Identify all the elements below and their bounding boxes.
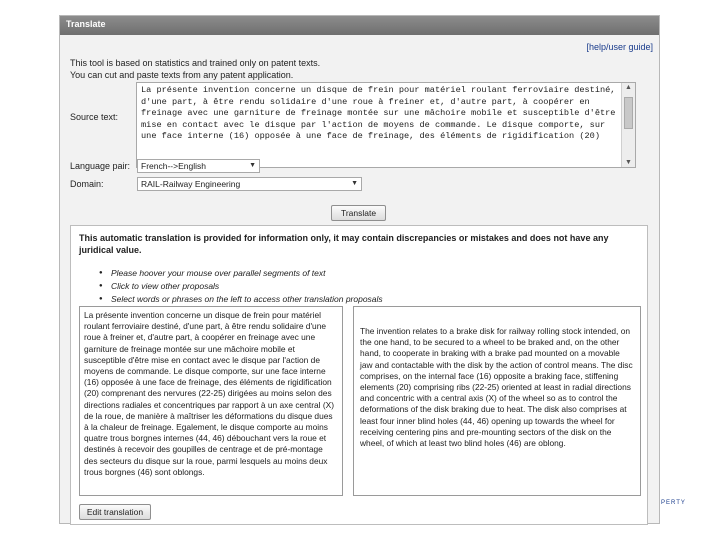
- tips-list: [99, 267, 383, 306]
- tip-item: ● Click to view other proposals: [99, 280, 383, 293]
- translate-button[interactable]: Translate: [331, 205, 386, 221]
- source-text-label: Source text:: [70, 112, 119, 122]
- intro-line: This tool is based on statistics and trained only on patent texts.: [70, 58, 321, 68]
- tip-item: ● Select words or phrases on the left to access other translation proposals: [99, 293, 383, 306]
- panel-title: Translate: [66, 19, 106, 29]
- help-user-guide-link[interactable]: [help/user guide]: [586, 42, 653, 52]
- language-pair-value: French-->English: [141, 161, 206, 171]
- translated-text[interactable]: The invention relates to a brake disk for railway rolling stock intended, on the one hand, to be secured to a wheel to be braked and, on the other hand, to cooperate in braking with a brake pad mounted on a movable jaw and contactable with the disk by the action of control means. The disc comprises, on the internal face (16) opposite a braking face, stiffening elements (20) comprising ribs (22-25) oriented at least in radial directions and concentric with a central axis (X) of the wheel so as to control the deformations of the disk braking due to heat. The disk also comprises at least four inner blind holes (44, 46) opening up towards the wheel for receiving centering pins and pre-mounting sectors of the disk on the wheel, of which at least two blind holes (46) are oblong.: [360, 326, 633, 449]
- scroll-down-icon[interactable]: ▼: [625, 159, 632, 166]
- tip-item: ● Please hoover your mouse over parallel segments of text: [99, 267, 383, 280]
- source-text-value: La présente invention concerne un disque de frein pour matériel roulant ferroviaire destiné, d'une part, à être rendu solidaire d'une roue à freiner et, d'autre part, à coopérer en freinage avec une garniture de freinage montée sur une mâchoire mobile et susceptible d'être mise en contact avec le disque par l'action de moyens de commande. Le disque comporte, sur une face interne (16) opposée à une face de freinage, des éléments de rigidification (20): [141, 85, 621, 141]
- domain-select[interactable]: [137, 177, 362, 191]
- disclaimer-text: This automatic translation is provided for information only, it may contain discrepancies or mistakes and does not have any juridical value.: [79, 233, 609, 255]
- domain-label: Domain:: [70, 179, 104, 189]
- scroll-up-icon[interactable]: ▲: [625, 84, 632, 91]
- language-pair-label: Language pair:: [70, 161, 131, 171]
- footer-fragment: PERTY: [661, 500, 686, 506]
- original-text[interactable]: La présente invention concerne un disque de frein pour matériel roulant ferroviaire destiné, d'une part, à être rendu solidaire d'une roue à freiner et, d'autre part, à coopérer en freinage avec une garniture de freinage montée sur une mâchoire mobile et susceptible d'être mise en contact avec le disque par l'action de moyens de commande. Le disque comporte, sur une face interne (16) opposée à une face de freinage, des éléments de rigidification (20) comprenant des nervures (22-25) dirigées au moins selon des directions radiales et concentriques par rapport à un axe central (X) de la roue, de manière à maîtriser les déformations du disque dues à la chaleur de freinage. Egalement, le disque comporte au moins quatre trous borgnes internes (44, 46) débouchant vers la roue et destinés à recevoir des goupilles de centrage et de pré-montage des secteurs du disque sur la roue, parmi lesquels au moins deux trous borgnes (46) sont oblongs.: [84, 310, 334, 477]
- translate-panel: [59, 15, 660, 524]
- chevron-down-icon: ▼: [351, 180, 358, 187]
- panel-titlebar: [60, 16, 659, 35]
- translation-result-panel: [70, 225, 648, 525]
- scrollbar-thumb[interactable]: [624, 97, 633, 129]
- original-text-box[interactable]: [79, 306, 343, 496]
- domain-value: RAIL-Railway Engineering: [141, 179, 241, 189]
- translated-text-box[interactable]: [353, 306, 641, 496]
- intro-line: You can cut and paste texts from any patent application.: [70, 70, 294, 80]
- chevron-down-icon: ▼: [249, 162, 256, 169]
- intro-text: [70, 57, 320, 81]
- source-text-area[interactable]: [136, 82, 636, 168]
- language-pair-select[interactable]: [137, 159, 260, 173]
- source-scrollbar[interactable]: [621, 83, 635, 167]
- edit-translation-button[interactable]: Edit translation: [79, 504, 151, 520]
